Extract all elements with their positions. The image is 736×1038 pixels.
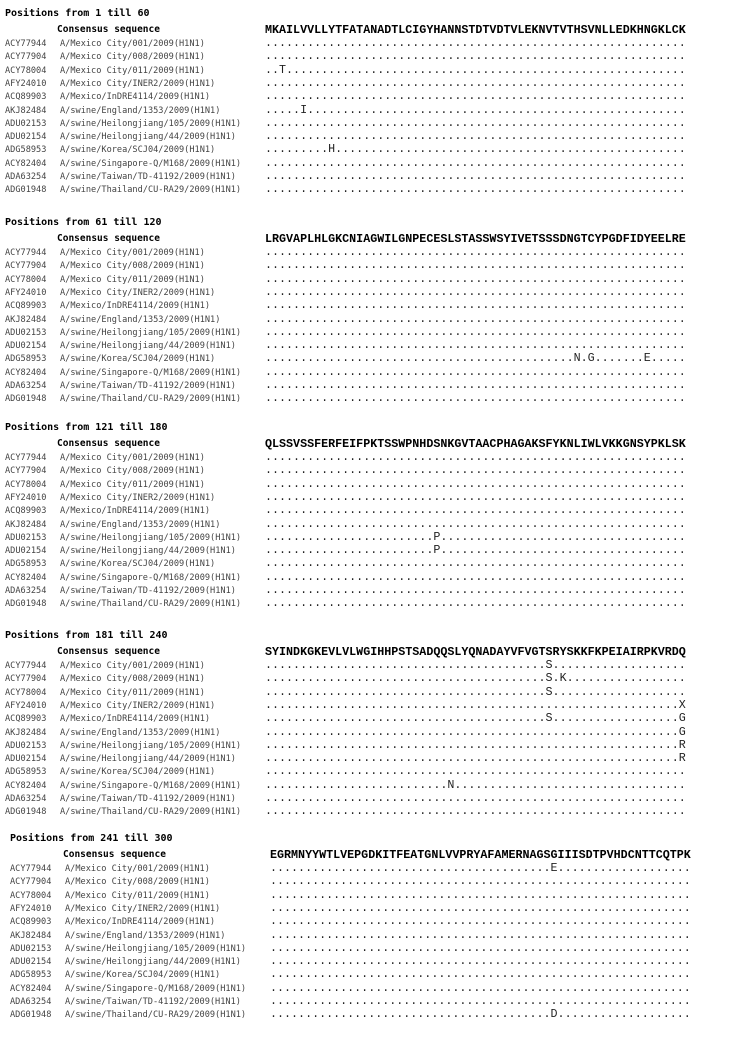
- alignment-residues: ........................................S...................: [265, 658, 686, 672]
- accession-id: ADU02153: [5, 532, 47, 543]
- strain-name: A/swine/Heilongjiang/105/2009(H1N1): [60, 740, 242, 751]
- accession-id: ADA63254: [5, 586, 47, 596]
- strain-name: A/swine/Thailand/CU-RA29/2009(H1N1): [60, 599, 242, 610]
- consensus-sequence: QLSSVSSFERFEIFPKTSSWPNHDSNKGVTAACPHAGAKSFYKNLIWLVKKGNSYPKLSK: [265, 437, 686, 451]
- alignment-residues: ........................P...................................: [265, 529, 686, 544]
- sequence-row: [0, 1008, 736, 1022]
- accession-id: ACY78004: [5, 274, 47, 285]
- alignment-residues: ............................................................: [265, 75, 686, 90]
- consensus-label: Consensus sequence: [57, 233, 160, 244]
- alignment-block: [0, 833, 736, 1038]
- strain-name: A/swine/Heilongjiang/44/2009(H1N1): [60, 132, 236, 143]
- alignment-residues: ............................................................: [265, 364, 686, 379]
- strain-name: A/Mexico City/008/2009(H1N1): [65, 877, 210, 888]
- accession-id: ACY77904: [5, 52, 47, 63]
- block-title: Positions from 1 till 60: [5, 8, 150, 19]
- accession-id: ACQ89903: [5, 92, 47, 103]
- alignment-residues: ........................................S...................: [265, 684, 686, 699]
- strain-name: A/swine/Singapore-Q/M168/2009(H1N1): [60, 158, 242, 169]
- alignment-residues: ...........................................................G: [265, 724, 686, 739]
- accession-id: ACQ89903: [10, 917, 52, 928]
- strain-name: A/Mexico City/INER2/2009(H1N1): [60, 700, 216, 711]
- strain-name: A/Mexico City/011/2009(H1N1): [60, 65, 205, 76]
- strain-name: A/swine/Korea/SCJ04/2009(H1N1): [65, 970, 221, 981]
- sequence-row: [0, 597, 736, 611]
- accession-id: ACQ89903: [5, 506, 47, 517]
- strain-name: A/swine/Heilongjiang/44/2009(H1N1): [60, 546, 236, 557]
- alignment-residues: ............................................................: [265, 271, 686, 286]
- accession-id: AFY24010: [5, 287, 47, 298]
- strain-name: A/swine/Thailand/CU-RA29/2009(H1N1): [60, 185, 242, 196]
- strain-name: A/swine/Thailand/CU-RA29/2009(H1N1): [60, 807, 242, 818]
- alignment-block: [0, 422, 736, 627]
- accession-id: ACY78004: [5, 479, 47, 490]
- accession-id: ADG01948: [5, 599, 47, 610]
- accession-id: ACY77944: [10, 864, 52, 874]
- accession-id: ADA63254: [5, 381, 47, 391]
- alignment-residues: ..T.........................................................: [265, 62, 686, 77]
- alignment-residues: ............................................................: [265, 36, 686, 50]
- alignment-residues: ..........................N.................................: [265, 777, 686, 792]
- accession-id: ADU02154: [5, 132, 47, 143]
- accession-id: ADU02154: [5, 754, 47, 765]
- accession-id: ACQ89903: [5, 714, 47, 725]
- alignment-residues: ............................................................: [265, 311, 686, 326]
- alignment-residues: ............................................N.G.......E.....: [265, 351, 686, 366]
- alignment-residues: ............................................................: [265, 324, 686, 339]
- accession-id: ACY77944: [5, 39, 47, 49]
- strain-name: A/Mexico City/008/2009(H1N1): [60, 674, 205, 685]
- accession-id: ADG58953: [5, 354, 47, 365]
- accession-id: ACY77944: [5, 248, 47, 258]
- accession-id: ADU02153: [5, 118, 47, 129]
- alignment-residues: ............................................................: [265, 596, 686, 611]
- alignment-residues: ............................................................: [265, 489, 686, 504]
- alignment-residues: ............................................................: [265, 764, 686, 779]
- alignment-residues: ............................................................: [270, 954, 691, 969]
- accession-id: AKJ82484: [5, 727, 47, 738]
- alignment-residues: ............................................................: [270, 914, 691, 929]
- accession-id: ADA63254: [5, 794, 47, 804]
- accession-id: ADU02154: [10, 957, 52, 968]
- strain-name: A/swine/Korea/SCJ04/2009(H1N1): [60, 767, 216, 778]
- accession-id: AKJ82484: [5, 314, 47, 325]
- alignment-residues: ............................................................: [265, 463, 686, 478]
- block-title: Positions from 181 till 240: [5, 630, 168, 641]
- accession-id: ADG01948: [5, 394, 47, 405]
- alignment-residues: ............................................................: [265, 129, 686, 144]
- strain-name: A/swine/England/1353/2009(H1N1): [60, 519, 221, 530]
- consensus-sequence: EGRMNYYWTLVEPGDKITFEATGNLVVPRYAFAMERNAGSGIIISDTPVHDCNTTCQTPK: [270, 848, 691, 862]
- consensus-sequence: LRGVAPLHLGKCNIAGWILGNPECESLSTASSWSYIVETSSSDNGTCYPGDFIDYEELRE: [265, 232, 686, 246]
- block-title: Positions from 121 till 180: [5, 422, 168, 433]
- alignment-block: [0, 630, 736, 835]
- sequence-row: [0, 805, 736, 819]
- alignment-residues: ............................................................: [265, 476, 686, 491]
- strain-name: A/swine/England/1353/2009(H1N1): [60, 727, 221, 738]
- consensus-label: Consensus sequence: [57, 24, 160, 35]
- alignment-residues: ........................................S.K.................: [265, 671, 686, 686]
- accession-id: AKJ82484: [5, 519, 47, 530]
- strain-name: A/Mexico City/011/2009(H1N1): [60, 479, 205, 490]
- alignment-residues: ............................................................: [265, 49, 686, 64]
- strain-name: A/swine/Taiwan/TD-41192/2009(H1N1): [60, 381, 236, 391]
- alignment-residues: ............................................................: [265, 804, 686, 819]
- accession-id: ACY77904: [5, 674, 47, 685]
- accession-id: ACQ89903: [5, 301, 47, 312]
- accession-id: ADU02153: [5, 740, 47, 751]
- accession-id: ADG58953: [10, 970, 52, 981]
- alignment-residues: ............................................................: [265, 298, 686, 313]
- strain-name: A/Mexico City/008/2009(H1N1): [60, 261, 205, 272]
- strain-name: A/swine/Singapore-Q/M168/2009(H1N1): [65, 983, 247, 994]
- accession-id: ACY78004: [10, 890, 52, 901]
- strain-name: A/Mexico City/001/2009(H1N1): [60, 248, 205, 258]
- alignment-residues: ............................................................: [265, 169, 686, 183]
- alignment-residues: ............................................................: [265, 556, 686, 571]
- strain-name: A/Mexico City/008/2009(H1N1): [60, 466, 205, 477]
- alignment-residues: ............................................................: [270, 940, 691, 955]
- accession-id: ADG01948: [5, 807, 47, 818]
- strain-name: A/swine/Korea/SCJ04/2009(H1N1): [60, 559, 216, 570]
- alignment-residues: ............................................................: [265, 89, 686, 104]
- alignment-residues: ............................................................: [265, 284, 686, 299]
- accession-id: AKJ82484: [10, 930, 52, 941]
- accession-id: ADU02154: [5, 546, 47, 557]
- accession-id: ADU02154: [5, 341, 47, 352]
- strain-name: A/Mexico City/001/2009(H1N1): [60, 39, 205, 49]
- strain-name: A/Mexico City/001/2009(H1N1): [60, 453, 205, 463]
- accession-id: ACY82404: [5, 158, 47, 169]
- alignment-residues: ............................................................: [270, 980, 691, 995]
- strain-name: A/swine/Thailand/CU-RA29/2009(H1N1): [60, 394, 242, 405]
- strain-name: A/Mexico City/INER2/2009(H1N1): [60, 492, 216, 503]
- alignment-block: [0, 217, 736, 422]
- alignment-residues: ............................................................: [265, 245, 686, 259]
- strain-name: A/swine/Korea/SCJ04/2009(H1N1): [60, 354, 216, 365]
- accession-id: ADU02153: [10, 943, 52, 954]
- alignment-residues: ............................................................: [265, 115, 686, 130]
- strain-name: A/swine/Heilongjiang/105/2009(H1N1): [60, 118, 242, 129]
- alignment-residues: ............................................................: [265, 791, 686, 805]
- strain-name: A/Mexico City/001/2009(H1N1): [60, 661, 205, 671]
- accession-id: ADU02153: [5, 327, 47, 338]
- strain-name: A/swine/Heilongjiang/105/2009(H1N1): [65, 943, 247, 954]
- sequence-row: [0, 392, 736, 406]
- alignment-residues: ............................................................: [265, 503, 686, 518]
- alignment-residues: ............................................................: [265, 378, 686, 392]
- alignment-residues: ............................................................: [265, 155, 686, 170]
- accession-id: ACY82404: [5, 572, 47, 583]
- strain-name: A/swine/Heilongjiang/44/2009(H1N1): [65, 957, 241, 968]
- alignment-residues: ............................................................: [265, 258, 686, 273]
- accession-id: ADA63254: [10, 997, 52, 1007]
- accession-id: ADG01948: [10, 1010, 52, 1021]
- alignment-residues: ............................................................: [270, 887, 691, 902]
- strain-name: A/Mexico/InDRE4114/2009(H1N1): [60, 714, 211, 725]
- accession-id: ACY78004: [5, 687, 47, 698]
- strain-name: A/Mexico City/011/2009(H1N1): [60, 687, 205, 698]
- accession-id: AFY24010: [5, 700, 47, 711]
- strain-name: A/Mexico City/INER2/2009(H1N1): [65, 903, 221, 914]
- alignment-residues: ...........................................................R: [265, 737, 686, 752]
- alignment-residues: ............................................................: [265, 569, 686, 584]
- accession-id: ACY77944: [5, 661, 47, 671]
- accession-id: ADG58953: [5, 767, 47, 778]
- strain-name: A/swine/Singapore-Q/M168/2009(H1N1): [60, 367, 242, 378]
- alignment-residues: .....I......................................................: [265, 102, 686, 117]
- alignment-residues: ............................................................: [265, 338, 686, 353]
- alignment-residues: ............................................................: [265, 450, 686, 464]
- strain-name: A/swine/Taiwan/TD-41192/2009(H1N1): [60, 794, 236, 804]
- strain-name: A/Mexico/InDRE4114/2009(H1N1): [60, 301, 211, 312]
- strain-name: A/swine/Heilongjiang/44/2009(H1N1): [60, 341, 236, 352]
- strain-name: A/swine/Taiwan/TD-41192/2009(H1N1): [60, 172, 236, 182]
- alignment-residues: ............................................................: [265, 516, 686, 531]
- accession-id: ACY78004: [5, 65, 47, 76]
- alignment-residues: ............................................................: [270, 994, 691, 1008]
- alignment-residues: ........................P...................................: [265, 543, 686, 558]
- strain-name: A/swine/Heilongjiang/44/2009(H1N1): [60, 754, 236, 765]
- accession-id: ACY77904: [5, 261, 47, 272]
- accession-id: AKJ82484: [5, 105, 47, 116]
- consensus-sequence: SYINDKGKEVLVLWGIHHPSTSADQQSLYQNADAYVFVGTSRYSKKFKPEIAIRPKVRDQ: [265, 645, 686, 659]
- alignment-residues: ........................................D...................: [270, 1007, 691, 1022]
- strain-name: A/swine/Taiwan/TD-41192/2009(H1N1): [60, 586, 236, 596]
- accession-id: ADG58953: [5, 559, 47, 570]
- consensus-sequence: MKAILVVLLYTFATANADTLCIGYHANNSTDTVDTVLEKNVTVTHSVNLLEDKHNGKLCK: [265, 23, 686, 37]
- strain-name: A/Mexico City/011/2009(H1N1): [65, 890, 210, 901]
- accession-id: ACY77904: [10, 877, 52, 888]
- strain-name: A/Mexico/InDRE4114/2009(H1N1): [60, 92, 211, 103]
- consensus-label: Consensus sequence: [57, 438, 160, 449]
- accession-id: ADG01948: [5, 185, 47, 196]
- alignment-residues: ............................................................: [265, 182, 686, 197]
- strain-name: A/Mexico City/011/2009(H1N1): [60, 274, 205, 285]
- strain-name: A/swine/Singapore-Q/M168/2009(H1N1): [60, 780, 242, 791]
- strain-name: A/Mexico City/001/2009(H1N1): [65, 864, 210, 874]
- alignment-residues: ...........................................................X: [265, 697, 686, 712]
- alignment-residues: ............................................................: [265, 391, 686, 406]
- block-title: Positions from 61 till 120: [5, 217, 162, 228]
- alignment-residues: ............................................................: [265, 583, 686, 597]
- strain-name: A/Mexico City/INER2/2009(H1N1): [60, 78, 216, 89]
- strain-name: A/Mexico/InDRE4114/2009(H1N1): [60, 506, 211, 517]
- strain-name: A/swine/England/1353/2009(H1N1): [60, 314, 221, 325]
- strain-name: A/swine/Heilongjiang/105/2009(H1N1): [60, 532, 242, 543]
- strain-name: A/swine/Thailand/CU-RA29/2009(H1N1): [65, 1010, 247, 1021]
- alignment-residues: ............................................................: [270, 927, 691, 942]
- strain-name: A/swine/Korea/SCJ04/2009(H1N1): [60, 145, 216, 156]
- sequence-row: [0, 183, 736, 197]
- strain-name: A/swine/Singapore-Q/M168/2009(H1N1): [60, 572, 242, 583]
- accession-id: ADG58953: [5, 145, 47, 156]
- strain-name: A/swine/Heilongjiang/105/2009(H1N1): [60, 327, 242, 338]
- strain-name: A/swine/Taiwan/TD-41192/2009(H1N1): [65, 997, 241, 1007]
- alignment-residues: ............................................................: [270, 874, 691, 889]
- block-title: Positions from 241 till 300: [10, 833, 173, 844]
- strain-name: A/swine/England/1353/2009(H1N1): [60, 105, 221, 116]
- accession-id: ACY82404: [10, 983, 52, 994]
- accession-id: ACY77944: [5, 453, 47, 463]
- strain-name: A/Mexico/InDRE4114/2009(H1N1): [65, 917, 216, 928]
- accession-id: AFY24010: [10, 903, 52, 914]
- accession-id: ADA63254: [5, 172, 47, 182]
- strain-name: A/swine/England/1353/2009(H1N1): [65, 930, 226, 941]
- alignment-residues: ........................................S..................G: [265, 711, 686, 726]
- accession-id: AFY24010: [5, 492, 47, 503]
- alignment-residues: ........................................E...................: [270, 861, 691, 875]
- alignment-residues: ............................................................: [270, 900, 691, 915]
- strain-name: A/Mexico City/008/2009(H1N1): [60, 52, 205, 63]
- accession-id: AFY24010: [5, 78, 47, 89]
- consensus-label: Consensus sequence: [57, 646, 160, 657]
- strain-name: A/Mexico City/INER2/2009(H1N1): [60, 287, 216, 298]
- accession-id: ACY82404: [5, 367, 47, 378]
- consensus-label: Consensus sequence: [63, 849, 166, 860]
- accession-id: ACY82404: [5, 780, 47, 791]
- alignment-residues: .........H..................................................: [265, 142, 686, 157]
- alignment-residues: ............................................................: [270, 967, 691, 982]
- alignment-block: [0, 8, 736, 213]
- alignment-residues: ...........................................................R: [265, 751, 686, 766]
- accession-id: ACY77904: [5, 466, 47, 477]
